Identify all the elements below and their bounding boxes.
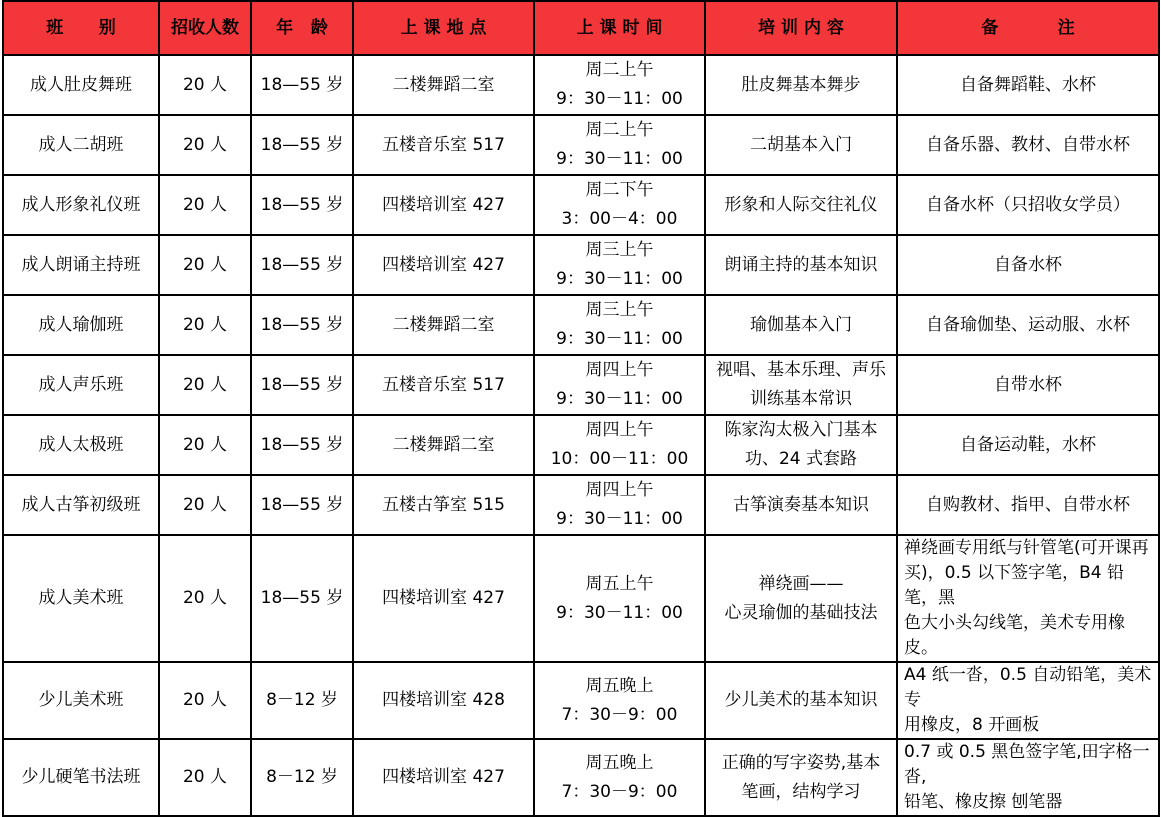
location: 二楼舞蹈二室 (353, 415, 534, 475)
header-location: 上 课 地 点 (353, 1, 534, 55)
notes: 自备水杯（只招收女学员） (897, 175, 1159, 235)
table-row (3, 355, 1159, 415)
training-content: 朗诵主持的基本知识 (705, 235, 897, 295)
notes: 自带水杯 (897, 355, 1159, 415)
location: 二楼舞蹈二室 (353, 295, 534, 355)
class-name: 成人古筝初级班 (3, 475, 159, 535)
notes: A4 纸一沓，0.5 自动铅笔，美术专 用橡皮，8 开画板 (897, 662, 1159, 739)
notes: 0.7 或 0.5 黑色签字笔,田字格一沓, 铅笔、橡皮擦 刨笔器 (897, 739, 1159, 816)
class-name: 成人美术班 (3, 535, 159, 662)
class-name: 成人瑜伽班 (3, 295, 159, 355)
age-range: 8－12 岁 (251, 739, 353, 816)
notes: 自购教材、指甲、自带水杯 (897, 475, 1159, 535)
enrollment: 20 人 (159, 115, 251, 175)
header-age: 年 龄 (251, 1, 353, 55)
class-time: 周四上午 10：00－11：00 (534, 415, 705, 475)
table-row (3, 235, 1159, 295)
location: 二楼舞蹈二室 (353, 55, 534, 115)
training-content: 形象和人际交往礼仪 (705, 175, 897, 235)
table-row (3, 55, 1159, 115)
class-time: 周二下午 3：00－4：00 (534, 175, 705, 235)
enrollment: 20 人 (159, 475, 251, 535)
age-range: 18—55 岁 (251, 175, 353, 235)
header-content: 培 训 内 容 (705, 1, 897, 55)
age-range: 18—55 岁 (251, 55, 353, 115)
training-content: 禅绕画—— 心灵瑜伽的基础技法 (705, 535, 897, 662)
header-row (3, 1, 1159, 55)
class-time: 周五晚上 7：30－9：00 (534, 739, 705, 816)
location: 五楼音乐室 517 (353, 355, 534, 415)
age-range: 18—55 岁 (251, 535, 353, 662)
location: 四楼培训室 427 (353, 235, 534, 295)
location: 四楼培训室 427 (353, 739, 534, 816)
class-name: 少儿美术班 (3, 662, 159, 739)
header-notes: 备 注 (897, 1, 1159, 55)
table-row (3, 175, 1159, 235)
age-range: 18—55 岁 (251, 355, 353, 415)
table-row (3, 662, 1159, 739)
notes: 自备水杯 (897, 235, 1159, 295)
class-name: 成人太极班 (3, 415, 159, 475)
enrollment: 20 人 (159, 355, 251, 415)
class-time: 周四上午 9：30－11：00 (534, 355, 705, 415)
age-range: 18—55 岁 (251, 115, 353, 175)
class-time: 周三上午 9：30－11：00 (534, 235, 705, 295)
location: 四楼培训室 427 (353, 175, 534, 235)
header-time: 上 课 时 间 (534, 1, 705, 55)
class-name: 成人声乐班 (3, 355, 159, 415)
notes: 自备运动鞋，水杯 (897, 415, 1159, 475)
table-row (3, 115, 1159, 175)
table-row (3, 415, 1159, 475)
class-name: 成人肚皮舞班 (3, 55, 159, 115)
class-time: 周二上午 9：30－11：00 (534, 55, 705, 115)
enrollment: 20 人 (159, 175, 251, 235)
notes: 自备舞蹈鞋、水杯 (897, 55, 1159, 115)
location: 五楼古筝室 515 (353, 475, 534, 535)
training-content: 正确的写字姿势,基本 笔画，结构学习 (705, 739, 897, 816)
enrollment: 20 人 (159, 662, 251, 739)
class-name: 成人二胡班 (3, 115, 159, 175)
class-time: 周四上午 9：30－11：00 (534, 475, 705, 535)
table-row (3, 739, 1159, 816)
training-content: 陈家沟太极入门基本 功、24 式套路 (705, 415, 897, 475)
table-row (3, 475, 1159, 535)
age-range: 18—55 岁 (251, 235, 353, 295)
training-content: 瑜伽基本入门 (705, 295, 897, 355)
notes: 自备瑜伽垫、运动服、水杯 (897, 295, 1159, 355)
notes: 自备乐器、教材、自带水杯 (897, 115, 1159, 175)
class-time: 周二上午 9：30－11：00 (534, 115, 705, 175)
class-time: 周五上午 9：30－11：00 (534, 535, 705, 662)
table-row (3, 535, 1159, 662)
enrollment: 20 人 (159, 235, 251, 295)
notes: 禅绕画专用纸与针管笔(可开课再 买)，0.5 以下签字笔，B4 铅笔，黑 色大小头勾线笔，美术专用橡皮。 (897, 535, 1159, 662)
location: 四楼培训室 427 (353, 535, 534, 662)
class-time: 周五晚上 7：30－9：00 (534, 662, 705, 739)
location: 四楼培训室 428 (353, 662, 534, 739)
header-enrollment: 招收人数 (159, 1, 251, 55)
age-range: 8－12 岁 (251, 662, 353, 739)
class-name: 成人朗诵主持班 (3, 235, 159, 295)
age-range: 18—55 岁 (251, 295, 353, 355)
enrollment: 20 人 (159, 535, 251, 662)
table-row (3, 295, 1159, 355)
header-class: 班 别 (3, 1, 159, 55)
training-content: 少儿美术的基本知识 (705, 662, 897, 739)
training-content: 古筝演奏基本知识 (705, 475, 897, 535)
training-content: 肚皮舞基本舞步 (705, 55, 897, 115)
enrollment: 20 人 (159, 415, 251, 475)
course-schedule-table (2, 0, 1160, 817)
training-content: 二胡基本入门 (705, 115, 897, 175)
enrollment: 20 人 (159, 739, 251, 816)
age-range: 18—55 岁 (251, 415, 353, 475)
class-name: 少儿硬笔书法班 (3, 739, 159, 816)
training-content: 视唱、基本乐理、声乐 训练基本常识 (705, 355, 897, 415)
enrollment: 20 人 (159, 295, 251, 355)
class-time: 周三上午 9：30－11：00 (534, 295, 705, 355)
class-name: 成人形象礼仪班 (3, 175, 159, 235)
location: 五楼音乐室 517 (353, 115, 534, 175)
age-range: 18—55 岁 (251, 475, 353, 535)
enrollment: 20 人 (159, 55, 251, 115)
